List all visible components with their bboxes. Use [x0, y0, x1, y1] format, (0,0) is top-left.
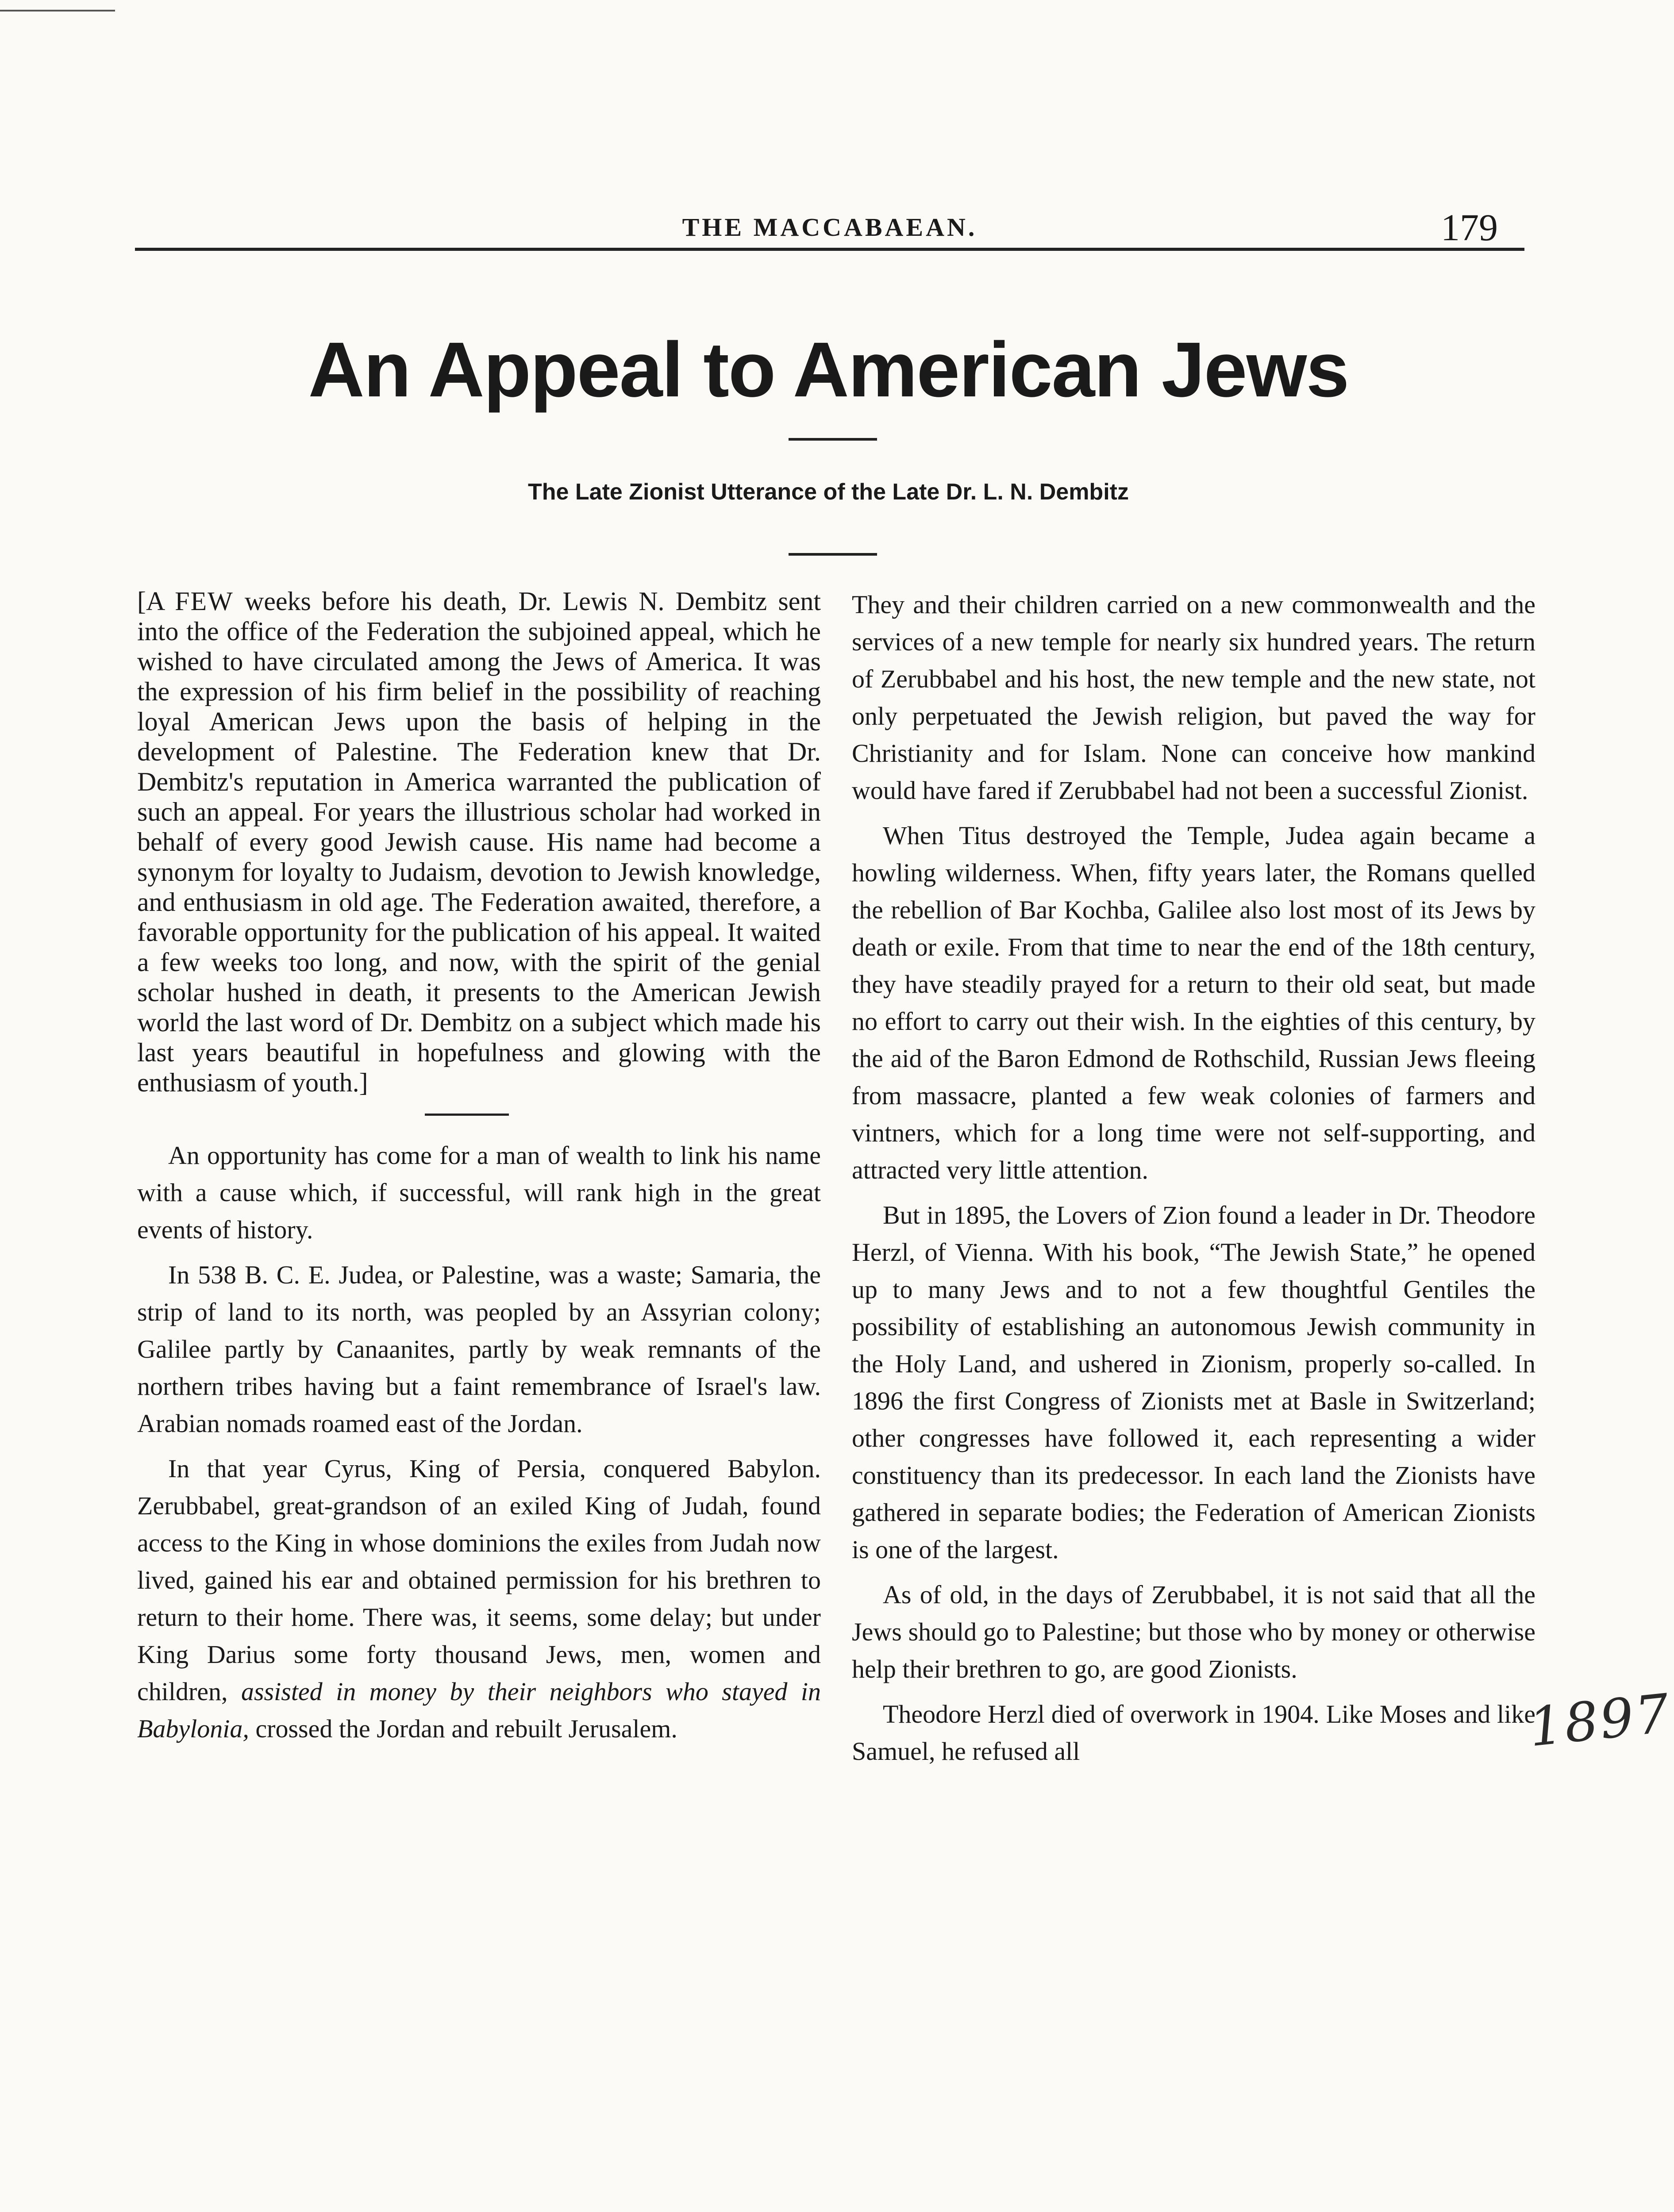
scan-edge-line — [0, 10, 115, 12]
running-title: THE MACCABAEAN. — [682, 213, 977, 242]
left-column — [137, 586, 821, 1755]
article-title: An Appeal to American Jews — [308, 326, 1349, 413]
article-subtitle: The Late Zionist Utterance of the Late Dr. L. N. Dembitz — [528, 479, 1129, 505]
paragraph-cyrus — [137, 1450, 821, 1747]
paragraph: Theodore Herzl died of overwork in 1904. Like Moses and like Samuel, he refused all — [852, 1700, 1535, 1766]
running-header — [135, 208, 1524, 251]
right-column — [852, 586, 1535, 1778]
italic-emphasis: assisted in money by their neighbors who stayed in Babylonia, — [137, 1677, 821, 1743]
paragraph-text: In that year Cyrus, King of Persia, conquered Babylon. Zerubbabel, great-grandson of an exiled King of Judah, found access to the King in whose dominions the exiles from Judah now lived, gained his ear and obtained permission for his brethren to return to their home. There was, it seems, some delay; but under King Darius some forty thousand Jews, men, women and children, — [137, 1454, 821, 1706]
paragraph: When Titus destroyed the Temple, Judea again became a howling wilderness. When, fifty years later, the Romans quelled the rebellion of Bar Kochba, Galilee also lost most of its Jews by death or exile. From that time to near the end of the 18th century, they have steadily prayed for a return to their old seat, but made no effort to carry out their wish. In the eighties of this century, by the aid of the Baron Edmond de Rothschild, Russian Jews fleeing from massacre, planted a few weak colonies of farmers and vintners, which for a long time were not self-supporting, and attracted very little attention. — [852, 821, 1535, 1184]
intro-divider — [425, 1114, 509, 1116]
intro-smallcaps: FEW — [175, 587, 234, 616]
paragraph: They and their children carried on a new commonwealth and the services of a new temple for nearly six hundred years. The return of Zerubbabel and his host, the new temple and the new state, not only perpetuated the Jewish religion, but paved the way for Christianity and for Islam. None can conceive how mankind would have fared if Zerubbabel had not been a successful Zionist. — [852, 590, 1535, 805]
intro-text: weeks before his death, Dr. Lewis N. Dembitz sent into the office of the Federation the subjoined appeal, which he wished to have circulated among the Jews of America. It was the expression of his firm belief in the possibility of reaching loyal American Jews upon the basis of helping in the development of Palestine. The Federation knew that Dr. Dembitz's reputation in America warranted the publication of such an appeal. For years the illustrious scholar had worked in behalf of every good Jewish cause. His name had become a synonym for loyalty to Judaism, devotion to Jewish knowledge, and enthusiasm in old age. The Federation awaited, therefore, a favorable opportunity for the publication of his appeal. It waited a few weeks too long, and now, with the spirit of the genial scholar hushed in death, it presents to the American Jewish world the last word of Dr. Dembitz on a subject which made his last years beautiful in hopefulness and glowing with the enthusiasm of youth.] — [137, 587, 821, 1097]
subtitle-divider — [789, 553, 877, 556]
editorial-intro — [137, 586, 821, 1098]
handwritten-margin-note: 1897 — [1526, 1682, 1674, 1759]
paragraph: But in 1895, the Lovers of Zion found a leader in Dr. Theodore Herzl, of Vienna. With his book, “The Jewish State,” he opened up to many Jews and to not a few thoughtful Gentiles the possibility of establishing an autonomous Jewish community in the Holy Land, and ushered in Zionism, properly so-called. In 1896 the first Congress of Zionists met at Basle in Switzerland; other congresses have followed it, each representing a wider constituency than its predecessor. In each land the Zionists have gathered in separate bodies; the Federation of American Zionists is one of the largest. — [852, 1201, 1535, 1564]
intro-open: [A — [137, 587, 175, 616]
paragraph: An opportunity has come for a man of wealth to link his name with a cause which, if successful, will rank high in the great events of history. — [137, 1141, 821, 1244]
paragraph-text: crossed the Jordan and rebuilt Jerusalem. — [249, 1714, 677, 1743]
page-number: 179 — [1441, 206, 1498, 249]
paragraph: In 538 B. C. E. Judea, or Palestine, was a waste; Samaria, the strip of land to its north, was peopled by an Assyrian colony; Galilee partly by Canaanites, partly by weak remnants of the northern tribes having but a faint remembrance of Israel's law. Arabian nomads roamed east of the Jordan. — [137, 1260, 821, 1438]
paragraph: As of old, in the days of Zerubbabel, it is not said that all the Jews should go to Palestine; but those who by money or otherwise help their brethren to go, are good Zionists. — [852, 1580, 1535, 1683]
title-divider — [789, 438, 877, 441]
